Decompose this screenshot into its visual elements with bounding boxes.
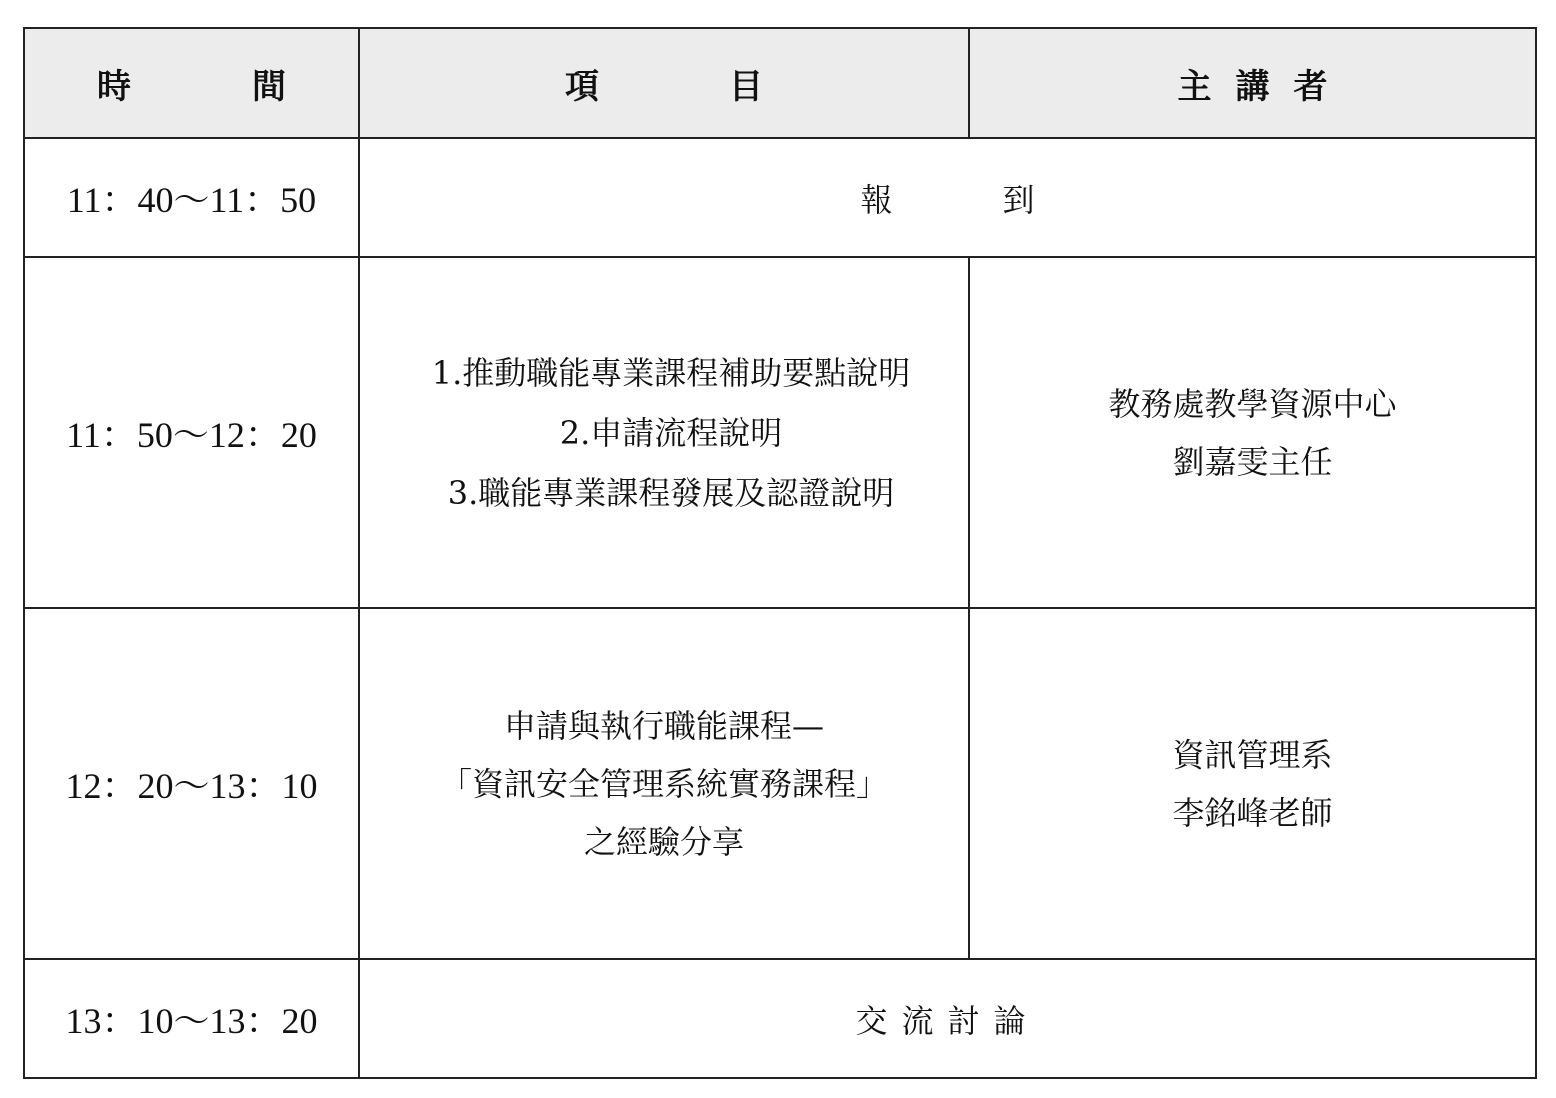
speaker-unit: 資訊管理系 bbox=[1172, 735, 1333, 774]
header-time-char-2: 間 bbox=[252, 66, 286, 107]
speaker-unit: 教務處教學資源中心 bbox=[1108, 384, 1397, 423]
item-line: 「資訊安全管理系統實務課程」 bbox=[439, 764, 888, 803]
time-cell: 11：50～12：20 bbox=[24, 257, 359, 608]
time-cell: 13：10～13：20 bbox=[24, 959, 359, 1078]
header-speaker-label: 主講者 bbox=[1177, 66, 1352, 107]
header-item bbox=[359, 28, 969, 138]
speaker-name: 劉嘉雯主任 bbox=[1172, 442, 1333, 481]
table-row bbox=[24, 959, 1536, 1078]
header-row bbox=[24, 28, 1536, 138]
checkin-char-1: 報 bbox=[860, 180, 893, 219]
item-line: 之經驗分享 bbox=[583, 822, 744, 861]
table-row bbox=[24, 138, 1536, 257]
table-row bbox=[24, 608, 1536, 959]
list-item: 1.推動職能專業課程補助要點說明 bbox=[431, 353, 911, 392]
item-line: 申請與執行職能課程— bbox=[503, 706, 824, 745]
list-item: 2.申請流程說明 bbox=[559, 413, 783, 452]
schedule-table bbox=[23, 27, 1537, 1079]
time-cell: 11：40～11：50 bbox=[24, 138, 359, 257]
header-time bbox=[24, 28, 359, 138]
checkin-cell bbox=[359, 138, 1536, 257]
speaker-cell bbox=[969, 608, 1536, 959]
time-cell: 12：20～13：10 bbox=[24, 608, 359, 959]
header-time-char-1: 時 bbox=[97, 66, 131, 107]
item-cell bbox=[359, 257, 969, 608]
header-speaker bbox=[969, 28, 1536, 138]
list-item: 3.職能專業課程發展及認證說明 bbox=[447, 473, 895, 512]
header-item-char-2: 目 bbox=[729, 66, 763, 107]
checkin-char-2: 到 bbox=[1002, 180, 1035, 219]
discussion-cell: 交流討論 bbox=[359, 959, 1536, 1078]
header-item-char-1: 項 bbox=[565, 66, 599, 107]
speaker-name: 李銘峰老師 bbox=[1172, 793, 1333, 832]
speaker-cell bbox=[969, 257, 1536, 608]
item-cell bbox=[359, 608, 969, 959]
table-row bbox=[24, 257, 1536, 608]
